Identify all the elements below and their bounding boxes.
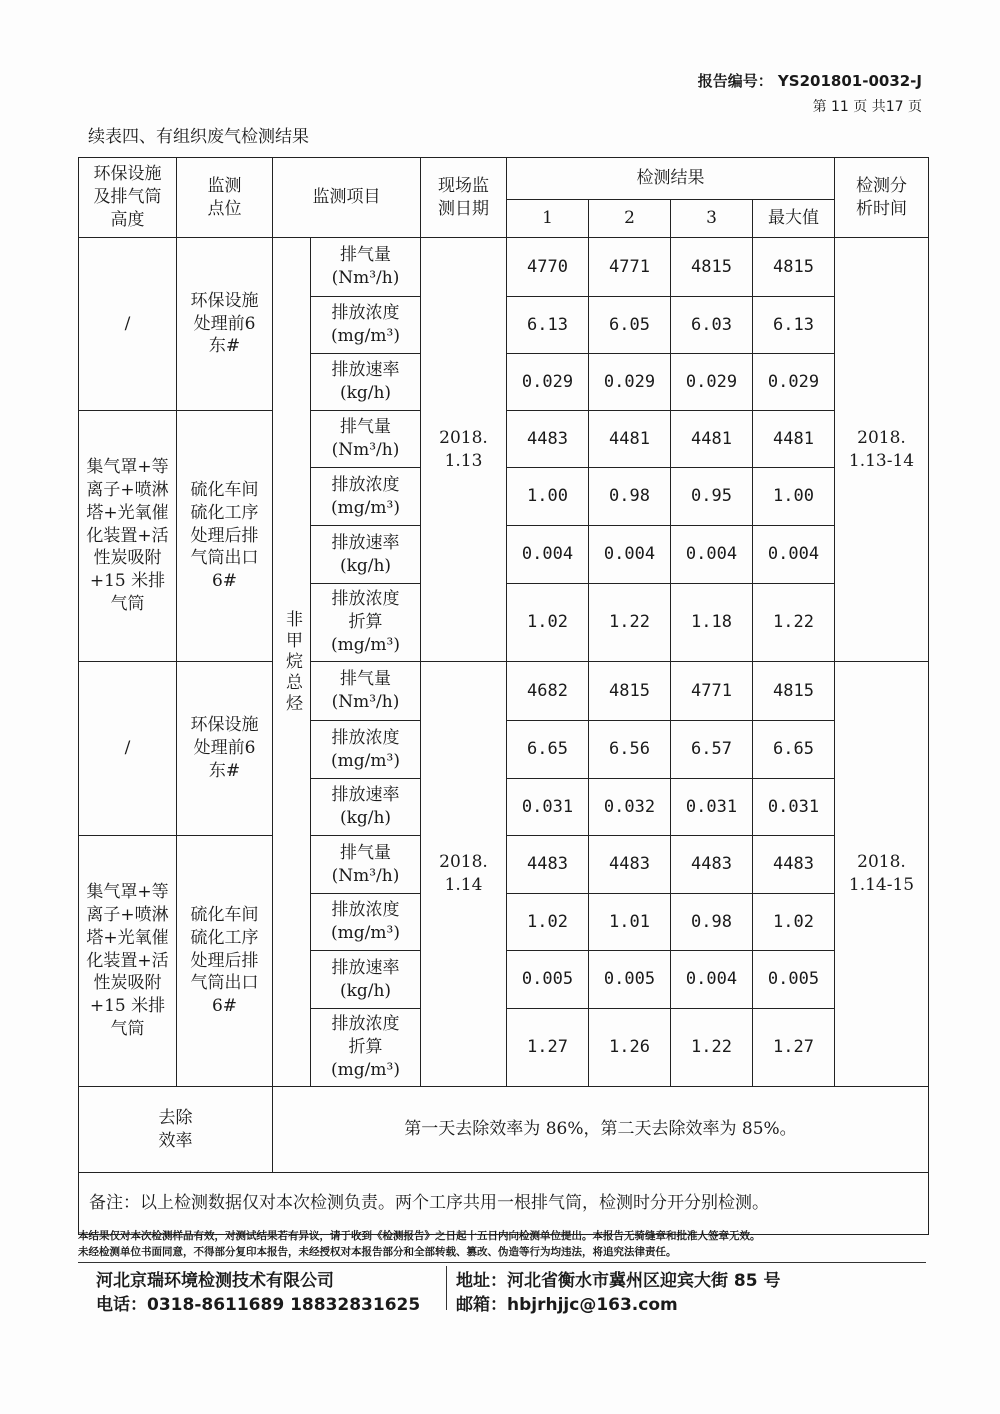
parameter-cell: 排气量 (Nm³/h) (311, 411, 421, 468)
result-cell: 0.032 (589, 779, 671, 836)
result-cell: 0.029 (507, 354, 589, 411)
result-cell: 0.004 (671, 526, 753, 584)
page-count: 第 11 页 共17 页 (812, 99, 922, 115)
parameter-cell: 排放速率 (kg/h) (311, 526, 421, 584)
max-value-cell: 6.65 (753, 721, 835, 779)
max-value-cell: 1.02 (753, 894, 835, 951)
parameter-cell: 排放速率 (kg/h) (311, 779, 421, 836)
header-analysis: 检测分 析时间 (835, 158, 929, 238)
result-cell: 6.03 (671, 297, 753, 354)
result-cell: 4483 (589, 836, 671, 894)
result-cell: 4771 (589, 238, 671, 297)
footer-separator (446, 1266, 447, 1310)
result-cell: 0.031 (507, 779, 589, 836)
table-row (79, 662, 929, 721)
result-cell: 4682 (507, 662, 589, 721)
result-cell: 0.005 (507, 951, 589, 1009)
parameter-cell: 排放浓度 (mg/m³) (311, 894, 421, 951)
result-cell: 1.02 (507, 894, 589, 951)
result-cell: 0.029 (671, 354, 753, 411)
report-number: 报告编号： YS201801-0032-J (697, 72, 922, 90)
company-phone: 电话：0318-8611689 18832831625 (96, 1295, 421, 1315)
result-cell: 0.005 (589, 951, 671, 1009)
max-value-cell: 0.004 (753, 526, 835, 584)
result-cell: 0.98 (589, 468, 671, 526)
removal-text: 第一天去除效率为 86%，第二天去除效率为 85%。 (273, 1087, 929, 1173)
footer-copyright-note: 未经检测单位书面同意，不得部分复印本报告，未经授权对本报告部分和全部转载、篡改、伪造等行为均违法，将追究法律责任。 (78, 1246, 677, 1258)
parameter-cell: 排气量 (Nm³/h) (311, 662, 421, 721)
parameter-cell: 排放速率 (kg/h) (311, 951, 421, 1009)
result-cell: 1.18 (671, 584, 753, 662)
header-run-2: 2 (589, 200, 671, 238)
result-cell: 1.22 (671, 1009, 753, 1087)
result-cell: 4483 (671, 836, 753, 894)
header-point: 监测 点位 (177, 158, 273, 238)
sampling-date-cell: 2018. 1.13 (421, 238, 507, 662)
result-cell: 6.56 (589, 721, 671, 779)
parameter-cell: 排放浓度 折算 (mg/m³) (311, 1009, 421, 1087)
result-cell: 0.004 (671, 951, 753, 1009)
facility-cell: 集气罩+等 离子+喷淋 塔+光氧催 化装置+活 性炭吸附 +15 米排 气筒 (79, 411, 177, 662)
header-date: 现场监 测日期 (421, 158, 507, 238)
result-cell: 4483 (507, 836, 589, 894)
result-cell: 1.27 (507, 1009, 589, 1087)
result-cell: 0.031 (671, 779, 753, 836)
table-title: 续表四、有组织废气检测结果 (88, 127, 309, 147)
table-row (79, 238, 929, 297)
max-value-cell: 4483 (753, 836, 835, 894)
result-cell: 4771 (671, 662, 753, 721)
company-address: 地址：河北省衡水市冀州区迎宾大街 85 号 (456, 1271, 781, 1291)
result-cell: 1.01 (589, 894, 671, 951)
parameter-cell: 排放浓度 (mg/m³) (311, 297, 421, 354)
footer-validity-note: 本结果仅对本次检测样品有效，对测试结果若有异议，请于收到《检测报告》之日起十五日内向检测单位提出。本报告无骑缝章和批准人签章无效。 (78, 1230, 761, 1242)
result-cell: 4770 (507, 238, 589, 297)
result-cell: 1.00 (507, 468, 589, 526)
result-cell: 1.22 (589, 584, 671, 662)
parameter-cell: 排放速率 (kg/h) (311, 354, 421, 411)
header-facility: 环保设施 及排气筒 高度 (79, 158, 177, 238)
analysis-date-cell: 2018. 1.14-15 (835, 662, 929, 1087)
max-value-cell: 1.27 (753, 1009, 835, 1087)
monitoring-point-cell: 环保设施 处理前6 东# (177, 238, 273, 411)
analysis-date-cell: 2018. 1.13-14 (835, 238, 929, 662)
monitoring-point-cell: 硫化车间 硫化工序 处理后排 气筒出口 6# (177, 411, 273, 662)
max-value-cell: 0.005 (753, 951, 835, 1009)
facility-cell: / (79, 238, 177, 411)
result-cell: 0.95 (671, 468, 753, 526)
max-value-cell: 1.22 (753, 584, 835, 662)
parameter-cell: 排放浓度 (mg/m³) (311, 721, 421, 779)
result-cell: 1.26 (589, 1009, 671, 1087)
facility-cell: 集气罩+等 离子+喷淋 塔+光氧催 化装置+活 性炭吸附 +15 米排 气筒 (79, 836, 177, 1087)
result-cell: 0.98 (671, 894, 753, 951)
result-cell: 4481 (671, 411, 753, 468)
emission-results-table (78, 157, 929, 1235)
result-cell: 1.02 (507, 584, 589, 662)
monitoring-point-cell: 环保设施 处理前6 东# (177, 662, 273, 836)
company-name: 河北京瑞环境检测技术有限公司 (96, 1271, 334, 1291)
monitoring-point-cell: 硫化车间 硫化工序 处理后排 气筒出口 6# (177, 836, 273, 1087)
header-item: 监测项目 (273, 158, 421, 238)
parameter-cell: 排放浓度 折算 (mg/m³) (311, 584, 421, 662)
pollutant-cell: 非甲烷总烃 (273, 238, 311, 1087)
result-cell: 6.65 (507, 721, 589, 779)
max-value-cell: 4481 (753, 411, 835, 468)
parameter-cell: 排气量 (Nm³/h) (311, 238, 421, 297)
header-run-3: 3 (671, 200, 753, 238)
max-value-cell: 0.031 (753, 779, 835, 836)
removal-label: 去除 效率 (79, 1087, 273, 1173)
max-value-cell: 4815 (753, 662, 835, 721)
result-cell: 6.05 (589, 297, 671, 354)
result-cell: 6.13 (507, 297, 589, 354)
result-cell: 0.004 (589, 526, 671, 584)
result-cell: 4815 (671, 238, 753, 297)
header-max: 最大值 (753, 200, 835, 238)
result-cell: 6.57 (671, 721, 753, 779)
company-email: 邮箱：hbjrhjjc@163.com (456, 1295, 678, 1315)
facility-cell: / (79, 662, 177, 836)
result-cell: 4481 (589, 411, 671, 468)
max-value-cell: 1.00 (753, 468, 835, 526)
result-cell: 4483 (507, 411, 589, 468)
header-run-1: 1 (507, 200, 589, 238)
sampling-date-cell: 2018. 1.14 (421, 662, 507, 1087)
result-cell: 0.029 (589, 354, 671, 411)
parameter-cell: 排气量 (Nm³/h) (311, 836, 421, 894)
result-cell: 4815 (589, 662, 671, 721)
result-cell: 0.004 (507, 526, 589, 584)
max-value-cell: 4815 (753, 238, 835, 297)
footer-divider (78, 1262, 926, 1263)
max-value-cell: 0.029 (753, 354, 835, 411)
remark: 备注：以上检测数据仅对本次检测负责。两个工序共用一根排气筒，检测时分开分别检测。 (79, 1173, 929, 1235)
header-results: 检测结果 (507, 158, 835, 200)
max-value-cell: 6.13 (753, 297, 835, 354)
parameter-cell: 排放浓度 (mg/m³) (311, 468, 421, 526)
